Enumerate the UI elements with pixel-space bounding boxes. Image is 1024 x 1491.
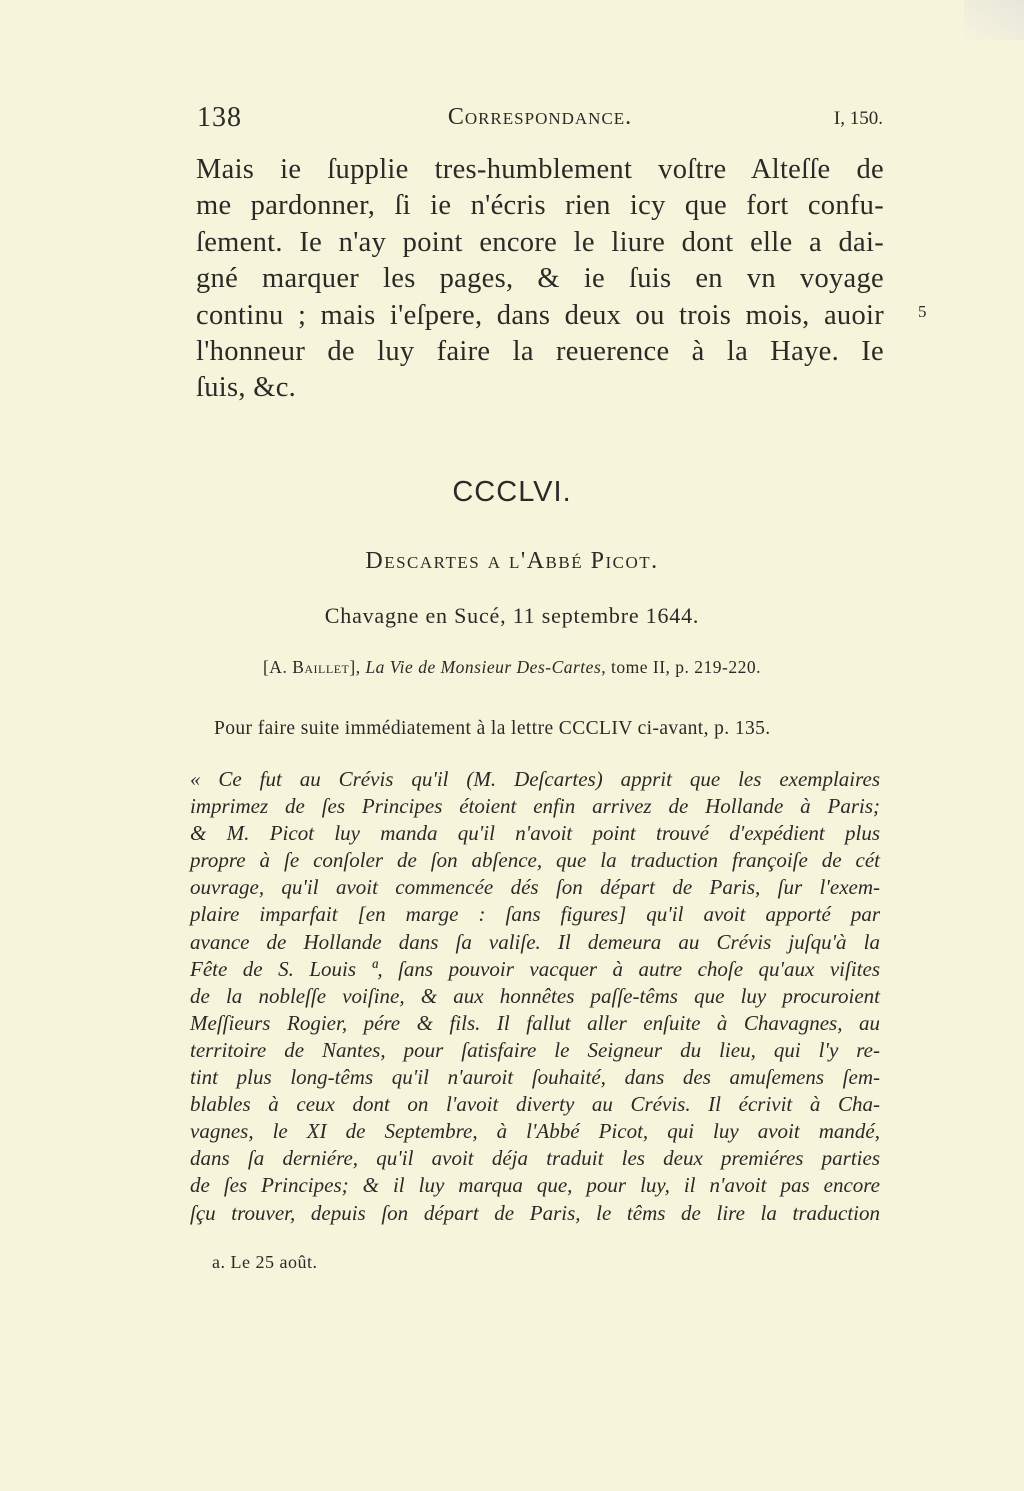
text-line: Mais ie ſupplie tres-humblement voſtre Alteſſe de <box>196 154 884 185</box>
text-line: ſuis, &c. <box>196 372 297 404</box>
letter-source: [A. Baillet], La Vie de Monsieur Des-Cartes, tome II, p. 219-220. <box>262 657 761 677</box>
source-reference: , tome II, p. 219-220. <box>601 657 761 677</box>
text-line: me pardonner, ſi ie n'écris rien icy que fort confu- <box>196 190 884 222</box>
quote-line: plaire imparfait [en marge : ſans figures] qu'il avoit apporté par <box>190 902 880 927</box>
quote-line: de la nobleſſe voiſine, & aux honnêtes paſſe-têms que luy procuroient <box>190 983 880 1008</box>
source-work: La Vie de Monsieur Des-Cartes <box>365 657 602 677</box>
text-line: l'honneur de luy faire la reuerence à la Haye. Ie <box>196 335 884 367</box>
quote-line: tint plus long-têms qu'il n'auroit ſouhaité, dans des amuſemens ſem- <box>190 1065 880 1090</box>
footnote: a. Le 25 août. <box>212 1252 318 1272</box>
volume-reference: I, 150. <box>833 108 883 129</box>
quote-line: de ſes Principes; & il luy marqua que, pour luy, il n'avoit pas encore <box>190 1173 880 1198</box>
quote-line: avance de Hollande dans ſa valiſe. Il demeura au Crévis juſqu'à la <box>190 929 880 954</box>
letter-number: CCCLVI. <box>452 476 572 508</box>
quote-line: & M. Picot luy manda qu'il n'avoit point trouvé d'expédient plus <box>190 821 880 846</box>
margin-line-number: 5 <box>918 302 927 321</box>
quote-line: imprimez de ſes Principes étoient enfin arrivez de Hollande à Paris; <box>190 794 880 819</box>
quote-line: Meſſieurs Rogier, pére & fils. Il fallut aller enſuite à Chavagnes, au <box>190 1010 880 1035</box>
quote-line: dans ſa derniére, qu'il avoit déja traduit les deux premiéres parties <box>190 1146 880 1171</box>
running-header <box>197 100 883 140</box>
page-number: 138 <box>197 102 242 133</box>
editorial-note: Pour faire suite immédiatement à la lettre CCCLIV ci-avant, p. 135. <box>214 718 771 739</box>
quote-line: Fête de S. Louis ª, ſans pouvoir vacquer à autre choſe qu'aux viſites <box>190 956 880 981</box>
letter-title: Descartes a l'Abbé Picot. <box>365 548 659 574</box>
quote-line: propre à ſe conſoler de ſon abſence, que la traduction françoiſe de cét <box>190 848 880 873</box>
letter-closing-paragraph <box>196 152 884 407</box>
page-edge-shadow <box>964 0 1024 40</box>
text-line: ſement. Ie n'ay point encore le liure dont elle a dai- <box>196 226 884 258</box>
letter-place-date: Chavagne en Sucé, 11 septembre 1644. <box>324 603 700 628</box>
running-title: Correspondance. <box>447 104 633 130</box>
quote-line: ouvrage, qu'il avoit commencée dés ſon départ de Paris, ſur l'exem- <box>190 875 880 900</box>
quote-line: ſçu trouver, depuis ſon départ de Paris, le têms de lire la traduction <box>190 1200 880 1225</box>
text-line: continu ; mais i'eſpere, dans deux ou trois mois, auoir <box>196 299 884 331</box>
quote-line: « Ce fut au Crévis qu'il (M. Deſcartes) apprit que les exemplaires <box>190 767 880 791</box>
quote-line: vagnes, le XI de Septembre, à l'Abbé Picot, qui luy avoit mandé, <box>190 1119 880 1144</box>
text-line: gné marquer les pages, & ie ſuis en vn voyage <box>196 263 884 295</box>
quote-line: territoire de Nantes, pour ſatisfaire le Seigneur du lieu, qui l'y re- <box>190 1037 880 1062</box>
quoted-passage <box>190 766 880 1227</box>
source-author: [A. Baillet] <box>262 657 356 677</box>
quote-line: blables à ceux dont on l'avoit diverty au Crévis. Il écrivit à Cha- <box>190 1092 880 1117</box>
